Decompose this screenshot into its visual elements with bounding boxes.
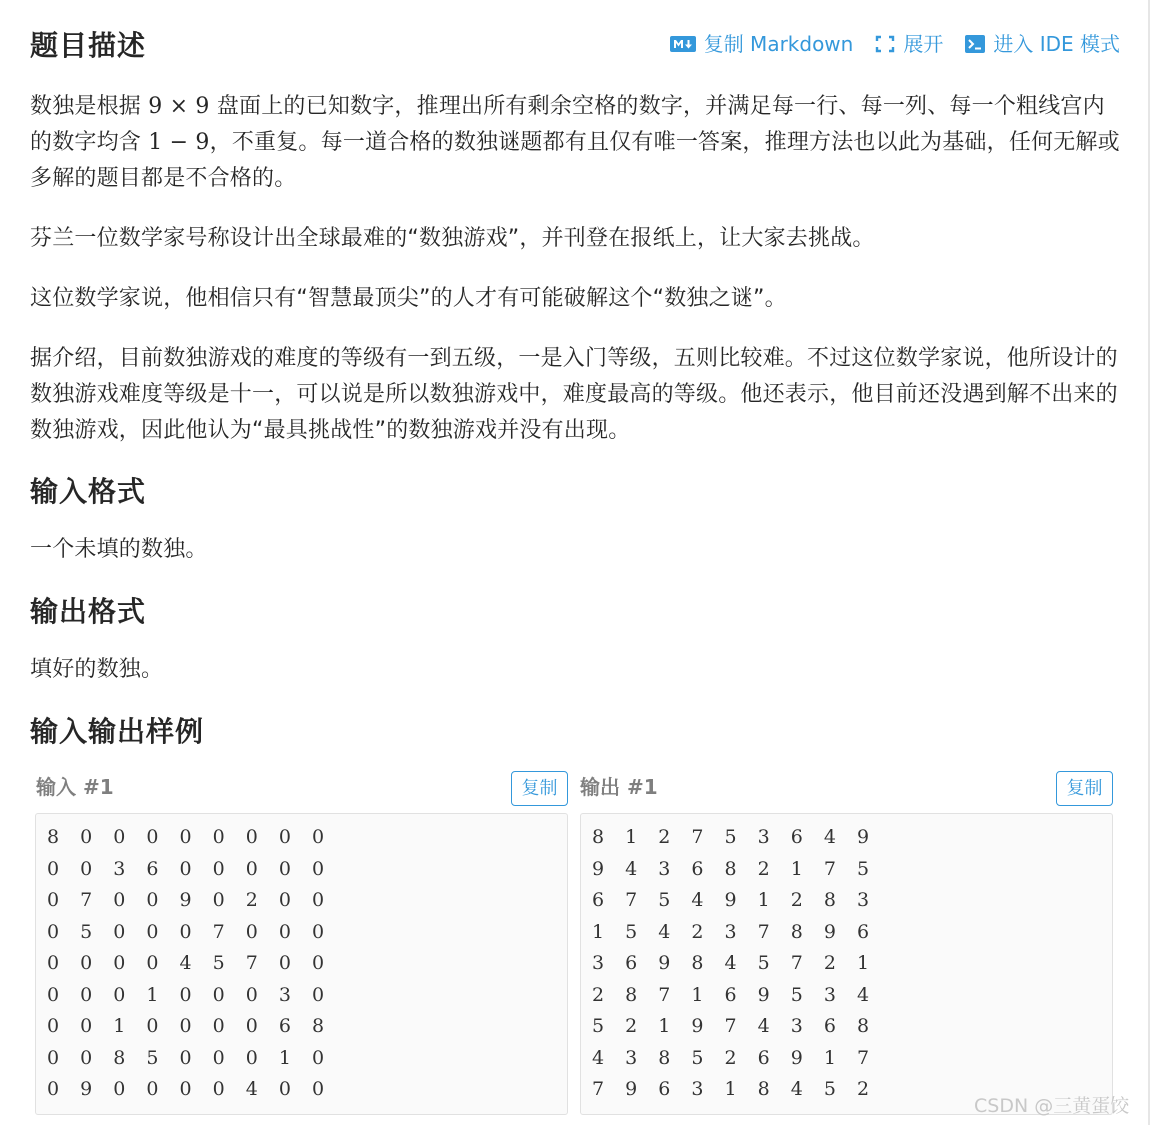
csdn-watermark: CSDN @三黄蛋饺	[974, 1095, 1130, 1117]
code-line: 0 0 8 5 0 0 0 1 0	[47, 1046, 332, 1069]
code-line: 5 2 1 9 7 4 3 6 8	[592, 1015, 877, 1037]
page-edge-divider	[1148, 0, 1150, 1125]
sample-output-code[interactable]	[580, 813, 1113, 1115]
terminal-icon	[965, 35, 985, 53]
code-line: 3 6 9 8 4 5 7 2 1	[592, 952, 877, 974]
code-line: 7 9 6 3 1 8 4 5 2	[592, 1078, 877, 1100]
p1-text-a: 数独是根据	[30, 94, 149, 119]
code-line: 4 3 8 5 2 6 9 1 7	[592, 1046, 877, 1069]
expand-button[interactable]	[875, 30, 943, 58]
ide-mode-button[interactable]	[965, 30, 1120, 58]
code-line: 2 8 7 1 6 9 5 3 4	[592, 983, 877, 1006]
copy-input-button[interactable]: 复制	[511, 771, 568, 806]
copy-output-button[interactable]: 复制	[1056, 771, 1113, 806]
markdown-icon	[670, 36, 696, 52]
sample-input-label: 输入 #1	[36, 775, 114, 799]
description-paragraph-4: 据介绍，目前数独游戏的难度的等级有一到五级，一是入门等级，五则比较难。不过这位数学家说，他所设计的数独游戏难度等级是十一，可以说是所以数独游戏中，难度最高的等级。他还表示，他目前还没遇到解不出来的数独游戏，因此他认为“最具挑战性”的数独游戏并没有出现。	[30, 346, 1118, 443]
math-digit-range: 1 − 9	[148, 130, 210, 155]
problem-header	[30, 26, 1120, 66]
code-line: 0 0 0 0 4 5 7 0 0	[47, 952, 332, 974]
description-paragraph-3: 这位数学家说，他相信只有“智慧最顶尖”的人才有可能破解这个“数独之谜”。	[30, 286, 787, 311]
p1-text-c: ，不重复。每一道合格的数独谜题都有且仅有唯一答案，推理方法也以此为基础，任何无解或多解的题目都是不合格的。	[30, 130, 1120, 191]
code-line: 0 9 0 0 0 0 4 0 0	[47, 1078, 332, 1100]
copy-markdown-button[interactable]	[670, 30, 854, 58]
samples-title: 输入输出样例	[30, 715, 205, 748]
description-paragraph-1	[30, 89, 1122, 197]
copy-markdown-label: 复制 Markdown	[703, 32, 854, 56]
description-paragraph-2: 芬兰一位数学家号称设计出全球最难的“数独游戏”，并刊登在报纸上，让大家去挑战。	[30, 226, 875, 251]
sample-input-code[interactable]	[35, 813, 568, 1115]
code-line: 1 5 4 2 3 7 8 9 6	[592, 920, 877, 943]
code-line: 0 0 0 1 0 0 0 3 0	[47, 983, 332, 1006]
code-line: 8 1 2 7 5 3 6 4 9	[592, 826, 877, 848]
input-format-title: 输入格式	[30, 475, 147, 508]
description-title: 题目描述	[30, 29, 147, 62]
expand-icon	[875, 35, 895, 53]
math-grid-size: 9 × 9	[148, 94, 210, 119]
p1-text-b: 盘面上的已知数字，推理出所有剩余空格的数字，并满足每一行、每一列、每一个粗线宫内的数字均含	[30, 94, 1105, 155]
code-line: 0 5 0 0 0 7 0 0 0	[47, 920, 332, 943]
code-line: 6 7 5 4 9 1 2 8 3	[592, 889, 877, 911]
code-line: 0 0 1 0 0 0 0 6 8	[47, 1015, 332, 1037]
output-format-title: 输出格式	[30, 595, 147, 628]
header-actions	[670, 30, 1120, 58]
code-line: 9 4 3 6 8 2 1 7 5	[592, 857, 877, 880]
input-format-text: 一个未填的数独。	[30, 537, 208, 562]
code-line: 0 0 3 6 0 0 0 0 0	[47, 857, 332, 880]
sample-output-label: 输出 #1	[580, 775, 658, 799]
code-line: 0 7 0 0 9 0 2 0 0	[47, 889, 332, 911]
expand-label: 展开	[903, 32, 944, 56]
code-line: 8 0 0 0 0 0 0 0 0	[47, 826, 332, 848]
ide-mode-label: 进入 IDE 模式	[993, 32, 1120, 56]
output-format-text: 填好的数独。	[30, 657, 164, 682]
